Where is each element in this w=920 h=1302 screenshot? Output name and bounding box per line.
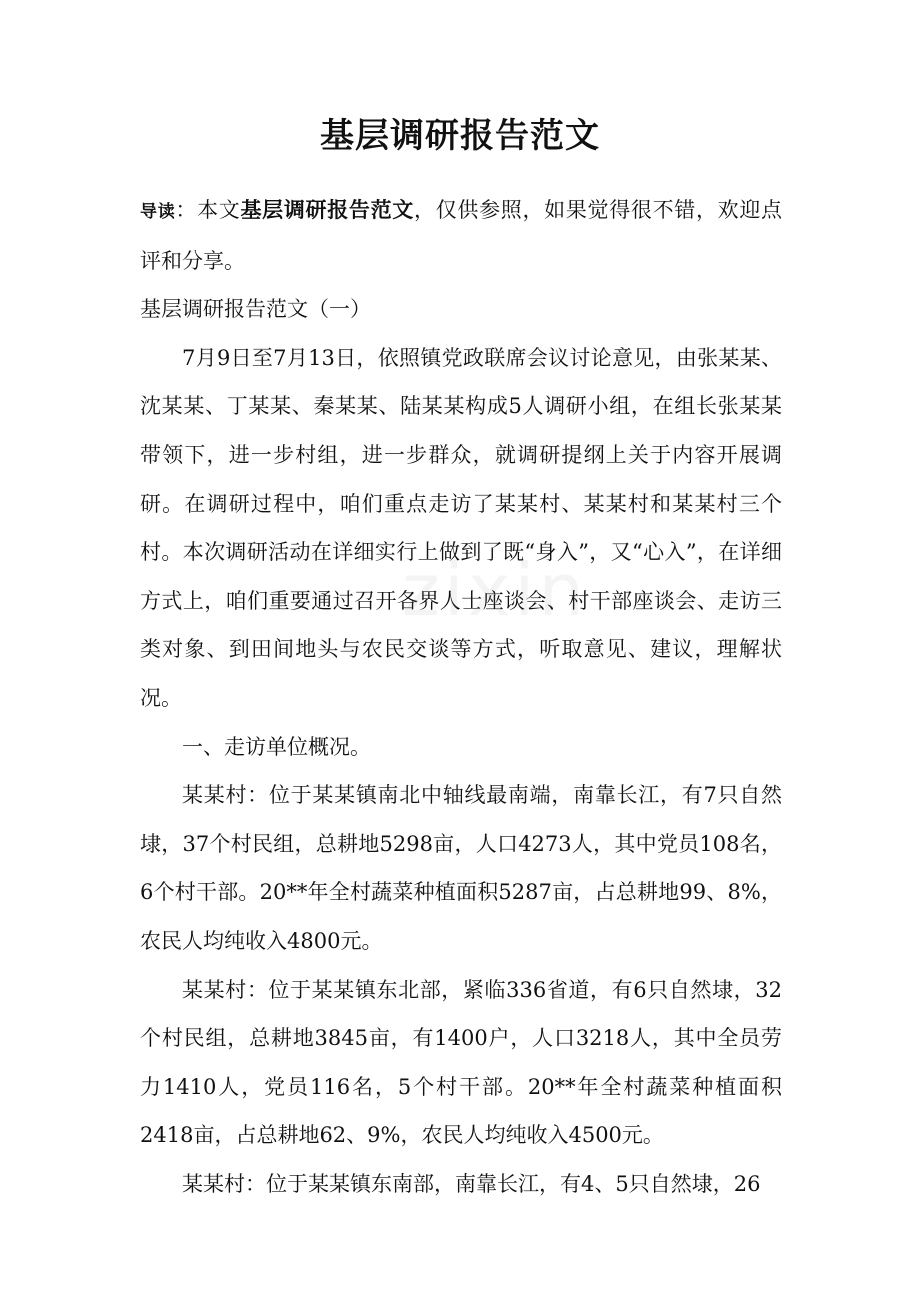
lead-paragraph bbox=[140, 186, 782, 285]
paragraph: 某某村：位于某某镇南北中轴线最南端，南靠长江，有7只自然埭，37个村民组，总耕地5298亩，人口4273人，其中党员108名，6个村干部。20**年全村蔬菜种植面积5287亩，占总耕地99、8%，农民人均纯收入4800元。 bbox=[140, 783, 782, 953]
paragraph: 7月9日至7月13日，依照镇党政联席会议讨论意见，由张某某、沈某某、丁某某、秦某某、陆某某构成5人调研小组，在组长张某某带领下，进一步村组，进一步群众，就调研提纲上关于内容开展调研。在调研过程中，咱们重点走访了某某村、某某村和某某村三个村。本次调研活动在详细实行上做到了既“身入”，又“心入”，在详细方式上，咱们重要通过召开各界人士座谈会、村干部座谈会、走访三类对象、到田间地头与农民交谈等方式，听取意见、建议，理解状况。 bbox=[140, 345, 782, 710]
lead-bold-title: 基层调研报告范文 bbox=[240, 198, 414, 222]
section-heading: 基层调研报告范文（一） bbox=[140, 297, 371, 322]
lead-label: 导读 bbox=[140, 202, 176, 222]
document-title: 基层调研报告范文 bbox=[320, 116, 600, 156]
lead-colon: ：本文 bbox=[175, 198, 241, 222]
paragraph: 某某村：位于某某镇东北部，紧临336省道，有6只自然埭，32个村民组，总耕地3845亩，有1400户，人口3218人，其中全员劳力1410人，党员116名，5个村干部。20**年全村蔬菜种植面积2418亩，占总耕地62、9%，农民人均纯收入4500元。 bbox=[140, 977, 782, 1148]
watermark: zixin bbox=[402, 548, 589, 632]
paragraph: 某某村：位于某某镇东南部，南靠长江，有4、5只自然埭，26 bbox=[182, 1171, 761, 1196]
subsection-heading: 一、走访单位概况。 bbox=[182, 734, 371, 759]
lead-rest: ，仅供参照，如果觉得很不错，欢迎点评和分享。 bbox=[140, 198, 783, 273]
document-body bbox=[140, 186, 782, 1208]
